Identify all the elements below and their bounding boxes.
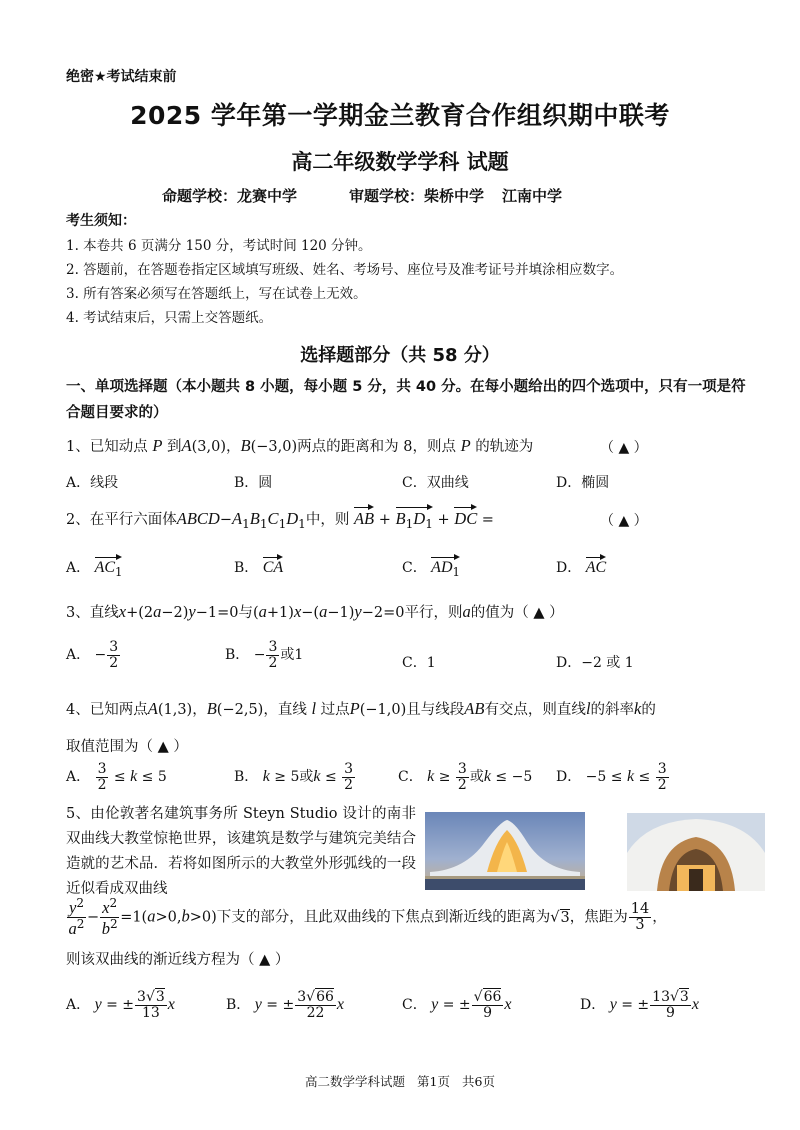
notice-item: 1. 本卷共 6 页满分 150 分，考试时间 120 分钟。 [66,238,372,254]
question-3: 3、直线x+(2a−2)y−1=0与(a+1)x−(a−1)y−2=0平行，则a的值为（ ▲ ） [66,602,564,621]
q5-option-b: B． y = ± $\frac{3√66}{22}$ x [226,989,344,1021]
answer-blank: （ ▲ ） [600,440,648,456]
q1-option-c: C．双曲线 [402,475,469,491]
q4-option-c: C． k ≥ $\frac{3}{2}$ 或k ≤ −5 [398,761,533,793]
q2-option-b: B． CA [234,556,283,577]
q1-option-d: D．椭圆 [556,475,610,491]
question-5-equation-line: $\frac{y^2}{a^2}$ − $\frac{x^2}{b^2}$ =1(a>0,b>0)下支的部分，且此双曲线的下焦点到渐近线的距离为√3，焦距为 $\frac{14}{3}$ ， [68,896,667,938]
q4-option-d: D． −5 ≤ k ≤ $\frac{3}{2}$ [556,761,667,793]
question-1: 1、已知动点 P 到A(3,0)，B(−3,0)两点的距离和为 8，则点 P 的轨迹为 [66,436,534,455]
footer-page: 第1页 [417,1074,450,1089]
proposer-school: 命题学校：龙赛中学 [162,187,298,205]
q1-option-b: B．圆 [234,475,273,491]
exam-subtitle: 高二年级数学学科 试题 [291,150,509,174]
q2-option-d: D． AC [556,556,606,577]
page-footer [0,1072,800,1090]
question-4: 4、已知两点A(1,3)，B(−2,5)，直线 l 过点P(−1,0)且与线段AB有交点，则直线l的斜率k的 [66,699,656,718]
reviewer-school: 审题学校：柴桥中学 [349,187,485,205]
q1-option-a: A．线段 [66,475,119,491]
question-2: 2、在平行六面体$ABCD-A_1B_1C_1D_1$中，则 AB + $B_1D_1$ + DC = [66,506,494,531]
notice-heading: 考生须知： [66,213,136,229]
q5-option-a: A． y = ± $\frac{3√3}{13}$ x [66,989,175,1021]
exam-title: 2025 学年第一学期金兰教育合作组织期中联考 [130,101,670,130]
q4-option-b: B． k ≥ 5或k ≤ $\frac{3}{2}$ [234,761,354,793]
question-5-line2: 则该双曲线的渐近线方程为（ ▲ ） [66,952,290,968]
q3-option-a: A． − $\frac{3}{2}$ [66,639,119,671]
notice-item: 4. 考试结束后，只需上交答题纸。 [66,310,273,326]
notice-item: 2. 答题前，在答题卷指定区域填写班级、姓名、考场号、座位号及准考证号并填涂相应数字。 [66,262,624,278]
footer-total: 共6页 [462,1074,495,1089]
q3-option-c: C．1 [402,655,436,671]
q2-option-a: A． $AC_1$ [66,556,122,579]
q2-option-c: C． $AD_1$ [402,556,460,579]
q5-option-d: D． y = ± $\frac{13√3}{9}$ x [580,989,699,1021]
q5-option-c: C． y = ± $\frac{√66}{9}$ x [402,989,512,1021]
q3-option-d: D．−2 或 1 [556,655,634,671]
school-info [162,185,614,206]
notice-item: 3. 所有答案必须写在答题纸上，写在试卷上无效。 [66,286,367,302]
part-heading: 一、单项选择题（本小题共 8 小题，每小题 5 分，共 40 分。在每小题给出的四个选项中，只有一项是符合题目要求的） [66,379,746,421]
reviewer-school-2: 江南中学 [502,187,563,205]
q4-option-a: A． $\frac{3}{2}$ ≤ k ≤ 5 [66,761,167,793]
cathedral-photo-1 [425,812,585,890]
answer-blank: （ ▲ ） [600,513,648,529]
confidential-label: 绝密★考试结束前 [66,69,177,85]
q3-option-b: B． − $\frac{3}{2}$ 或1 [225,639,304,671]
question-4-line2: 取值范围为（ ▲ ） [66,739,188,755]
question-5-paragraph: 5、由伦敦著名建筑事务所 Steyn Studio 设计的南非双曲线大教堂惊艳世界，该建筑是数学与建筑完美结合造就的艺术品．若将如图所示的大教堂外形弧线的一段近似看成双曲线 [66,806,416,897]
footer-subject: 高二数学学科试题 [305,1074,406,1089]
section-heading: 选择题部分（共 58 分） [300,345,500,366]
cathedral-photo-2 [627,813,765,891]
